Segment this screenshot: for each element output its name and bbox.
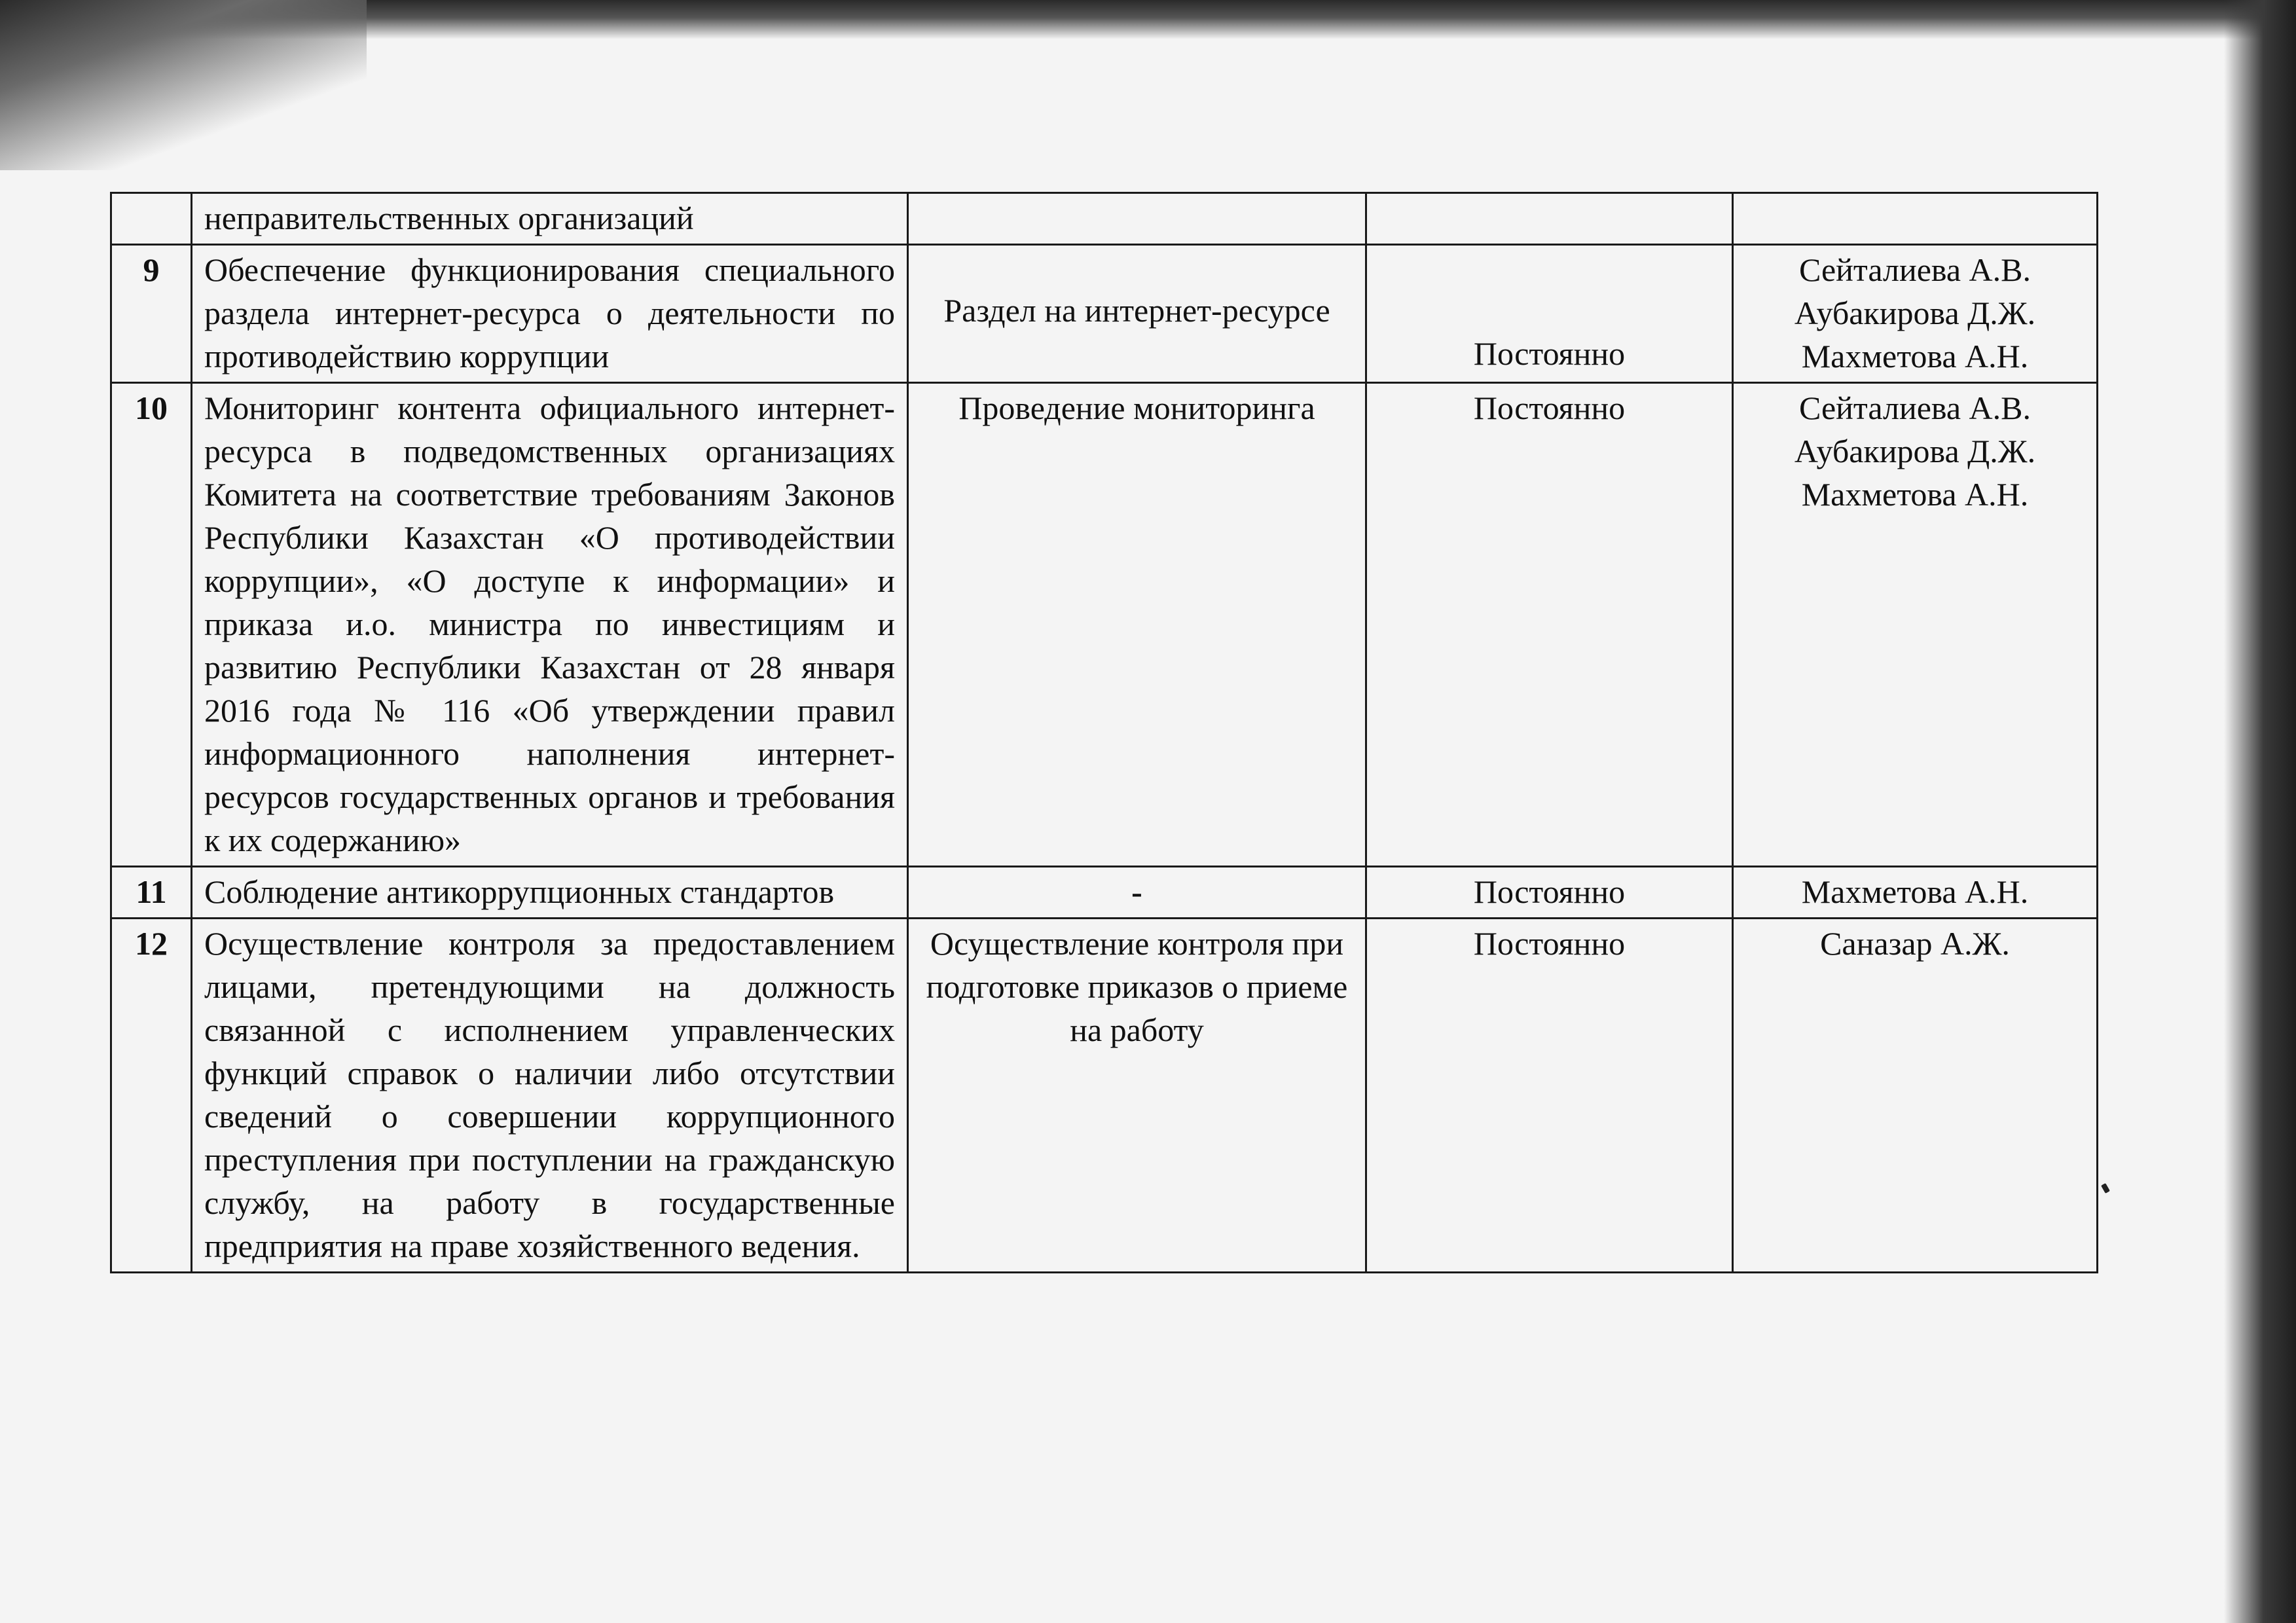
responsible-person: Махметова А.Н.	[1801, 476, 2029, 513]
form-cell: Раздел на интернет-ресурсе	[908, 245, 1366, 383]
responsible-cell	[1733, 383, 2098, 867]
responsible-person: Сейталиева А.В.	[1798, 390, 2031, 426]
stray-ink-mark	[2101, 1183, 2110, 1194]
table-row	[111, 867, 2098, 919]
responsible-person: Махметова А.Н.	[1801, 873, 2029, 910]
responsible-person: Аубакирова Д.Ж.	[1794, 295, 2036, 331]
activity-cell: Соблюдение антикоррупционных стандартов	[192, 867, 908, 919]
row-number: 12	[111, 919, 192, 1273]
table-row	[111, 919, 2098, 1273]
responsible-person: Сейталиева А.В.	[1798, 251, 2031, 288]
term-cell: Постоянно	[1366, 245, 1733, 383]
form-cell: Проведение мониторинга	[908, 383, 1366, 867]
responsible-cell	[1733, 919, 2098, 1273]
responsible-cell	[1733, 867, 2098, 919]
responsible-person: Махметова А.Н.	[1801, 338, 2029, 374]
activity-cell: Обеспечение функционирования специального раздела интернет-ресурса о деятельности по противодействию коррупции	[192, 245, 908, 383]
term-cell: Постоянно	[1366, 383, 1733, 867]
responsible-cell	[1733, 245, 2098, 383]
row-number: 11	[111, 867, 192, 919]
activity-cell: Мониторинг контента официального интернет-ресурса в подведомственных организациях Комитета на соответствие требованиям Законов Республики Казахстан «О противодействии коррупции», «О доступе к информации» и приказа и.о. министра по инвестициям и развитию Республики Казахстан от 28 января 2016 года № 116 «Об утверждении правил информационного наполнения интернет-ресурсов государственных органов и требования к их содержанию»	[192, 383, 908, 867]
responsible-person: Аубакирова Д.Ж.	[1794, 433, 2036, 469]
responsible-person: Саназар А.Ж.	[1820, 925, 2010, 962]
row-number-cell	[111, 193, 192, 245]
responsible-cell	[1733, 193, 2098, 245]
activity-cell: неправительственных организаций	[192, 193, 908, 245]
term-cell: Постоянно	[1366, 867, 1733, 919]
form-cell: Осуществление контроля при подготовке приказов о приеме на работу	[908, 919, 1366, 1273]
row-number: 9	[111, 245, 192, 383]
form-cell	[908, 193, 1366, 245]
activity-cell: Осуществление контроля за предоставлением лицами, претендующими на должность связанной с исполнением управленческих функций справок о наличии либо отсутствии сведений о совершении коррупционного преступления при поступлении на гражданскую службу, на работу в государственные предприятия на праве хозяйственного ведения.	[192, 919, 908, 1273]
table-row	[111, 383, 2098, 867]
scan-shadow-corner	[0, 0, 367, 170]
table-row	[111, 245, 2098, 383]
scan-shadow-right	[2224, 0, 2296, 1623]
table-row-continuation	[111, 193, 2098, 245]
term-cell: Постоянно	[1366, 919, 1733, 1273]
term-cell	[1366, 193, 1733, 245]
row-number: 10	[111, 383, 192, 867]
form-cell: -	[908, 867, 1366, 919]
anti-corruption-plan-table	[110, 192, 2098, 1273]
